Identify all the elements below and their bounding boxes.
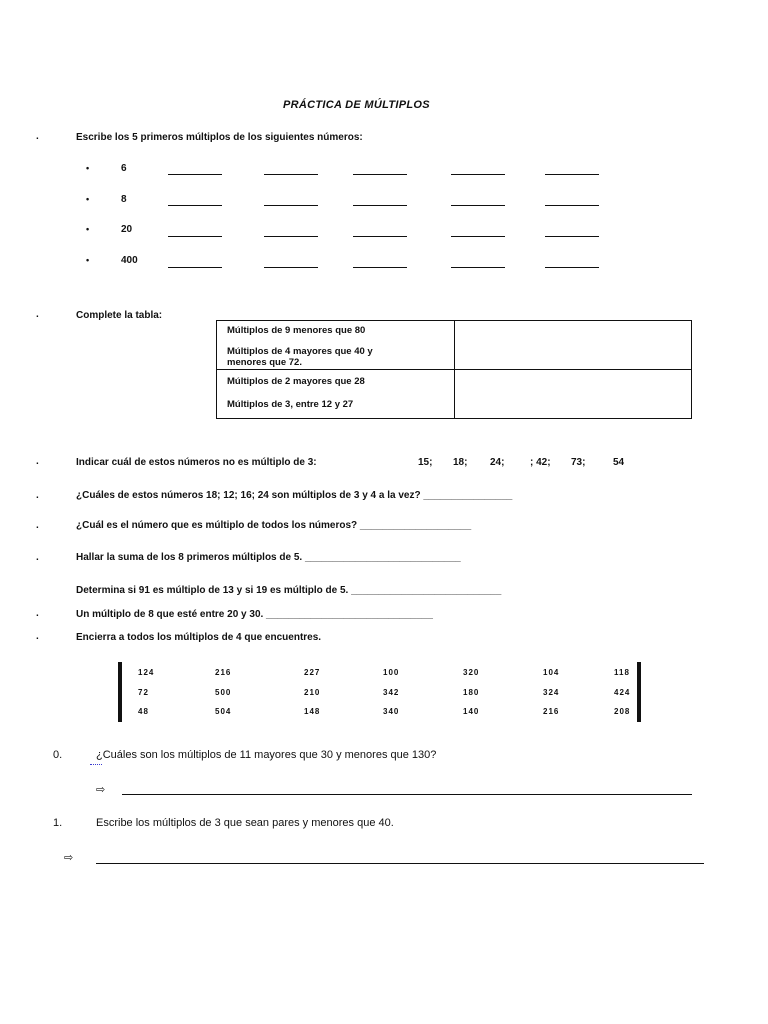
grid-right-border [637, 662, 641, 722]
answer-blank[interactable] [353, 236, 407, 237]
answer-blank[interactable] [451, 267, 505, 268]
question-number: 1. [53, 817, 63, 829]
question-11-text: Escribe los múltiplos de 3 que sean pares y menores que 40. [96, 817, 394, 829]
list-bullet: • [86, 163, 90, 173]
list-number: 20 [121, 224, 133, 235]
question-marker: . [36, 131, 39, 142]
grid-number[interactable]: 72 [138, 688, 149, 697]
answer-blank[interactable] [451, 174, 505, 175]
answer-blank[interactable] [451, 205, 505, 206]
question-10-text: ¿Cuáles son los múltiplos de 11 mayores que 30 y menores que 130? [96, 749, 437, 761]
grid-number[interactable]: 104 [543, 668, 560, 677]
question-3-text: Indicar cuál de estos números no es múltiplo de 3: [76, 457, 317, 468]
question-9-text: Encierra a todos los múltiplos de 4 que encuentres. [76, 632, 322, 643]
grid-number[interactable]: 210 [304, 688, 321, 697]
table-row-label: Múltiplos de 2 mayores que 28 [227, 376, 365, 387]
arrow-icon: ⇨ [64, 852, 74, 864]
question-marker: . [36, 309, 39, 320]
grid-number[interactable]: 180 [463, 688, 480, 697]
list-number: 8 [121, 194, 127, 205]
question-1-text: Escribe los 5 primeros múltiplos de los siguientes números: [76, 132, 363, 143]
question-4-text: ¿Cuáles de estos números 18; 12; 16; 24 son múltiplos de 3 y 4 a la vez? ________________ [76, 490, 513, 501]
grid-number[interactable]: 424 [614, 688, 631, 697]
answer-blank[interactable] [353, 267, 407, 268]
list-bullet: • [86, 194, 90, 204]
answer-blank[interactable] [353, 205, 407, 206]
grid-number[interactable]: 340 [383, 707, 400, 716]
question-marker: . [36, 608, 39, 619]
grid-number[interactable]: 227 [304, 668, 321, 677]
question-2-text: Complete la tabla: [76, 310, 163, 321]
answer-blank[interactable] [168, 236, 222, 237]
grid-number[interactable]: 320 [463, 668, 480, 677]
option-value: 18; [453, 457, 468, 468]
question-marker: . [36, 552, 39, 563]
grid-left-border [118, 662, 122, 722]
answer-line[interactable] [122, 794, 692, 795]
grid-number[interactable]: 216 [215, 668, 232, 677]
answer-blank[interactable] [353, 174, 407, 175]
option-value: 15; [418, 457, 433, 468]
grid-number[interactable]: 124 [138, 668, 155, 677]
answer-blank[interactable] [545, 174, 599, 175]
answer-blank[interactable] [168, 174, 222, 175]
list-number: 6 [121, 163, 127, 174]
spellcheck-underline [90, 761, 102, 765]
answer-blank[interactable] [451, 236, 505, 237]
table-answer-cell[interactable] [456, 322, 688, 368]
grid-number[interactable]: 342 [383, 688, 400, 697]
answer-blank[interactable] [264, 267, 318, 268]
option-value: 54 [613, 457, 625, 468]
answer-blank[interactable] [168, 205, 222, 206]
arrow-icon: ⇨ [96, 784, 106, 796]
question-number: 0. [53, 749, 63, 761]
question-8-text: Un múltiplo de 8 que esté entre 20 y 30. ______________________________ [76, 609, 433, 620]
question-5-text: ¿Cuál es el número que es múltiplo de todos los números? ____________________ [76, 520, 472, 531]
grid-number[interactable]: 140 [463, 707, 480, 716]
grid-number[interactable]: 118 [614, 668, 630, 677]
option-value: 73; [571, 457, 586, 468]
list-bullet: • [86, 255, 90, 265]
answer-blank[interactable] [264, 174, 318, 175]
grid-number[interactable]: 216 [543, 707, 560, 716]
question-7-text: Determina si 91 es múltiplo de 13 y si 19 es múltiplo de 5. ___________________________ [76, 585, 502, 596]
question-marker: . [36, 456, 39, 467]
answer-line[interactable] [96, 863, 704, 864]
table-answer-cell[interactable] [456, 371, 688, 416]
answer-blank[interactable] [545, 267, 599, 268]
list-bullet: • [86, 224, 90, 234]
question-6-text: Hallar la suma de los 8 primeros múltiplos de 5. ____________________________ [76, 552, 461, 563]
grid-number[interactable]: 100 [383, 668, 400, 677]
answer-blank[interactable] [168, 267, 222, 268]
grid-number[interactable]: 148 [304, 707, 321, 716]
question-marker: . [36, 520, 39, 531]
answer-blank[interactable] [545, 236, 599, 237]
grid-number[interactable]: 208 [614, 707, 631, 716]
question-marker: . [36, 631, 39, 642]
question-marker: . [36, 490, 39, 501]
table-row-label: Múltiplos de 9 menores que 80 [227, 325, 366, 336]
grid-number[interactable]: 48 [138, 707, 149, 716]
answer-blank[interactable] [264, 236, 318, 237]
table-row-label: Múltiplos de 4 mayores que 40 y [227, 346, 373, 357]
answer-blank[interactable] [264, 205, 318, 206]
grid-number[interactable]: 500 [215, 688, 232, 697]
option-value: 24; [490, 457, 505, 468]
table-row-divider [216, 369, 691, 370]
table-row-label: menores que 72. [227, 357, 302, 368]
grid-number[interactable]: 504 [215, 707, 232, 716]
answer-blank[interactable] [545, 205, 599, 206]
table-row-label: Múltiplos de 3, entre 12 y 27 [227, 399, 354, 410]
list-number: 400 [121, 255, 138, 266]
grid-number[interactable]: 324 [543, 688, 560, 697]
option-value: ; 42; [530, 457, 551, 468]
page-title: PRÁCTICA DE MÚLTIPLOS [283, 99, 430, 111]
